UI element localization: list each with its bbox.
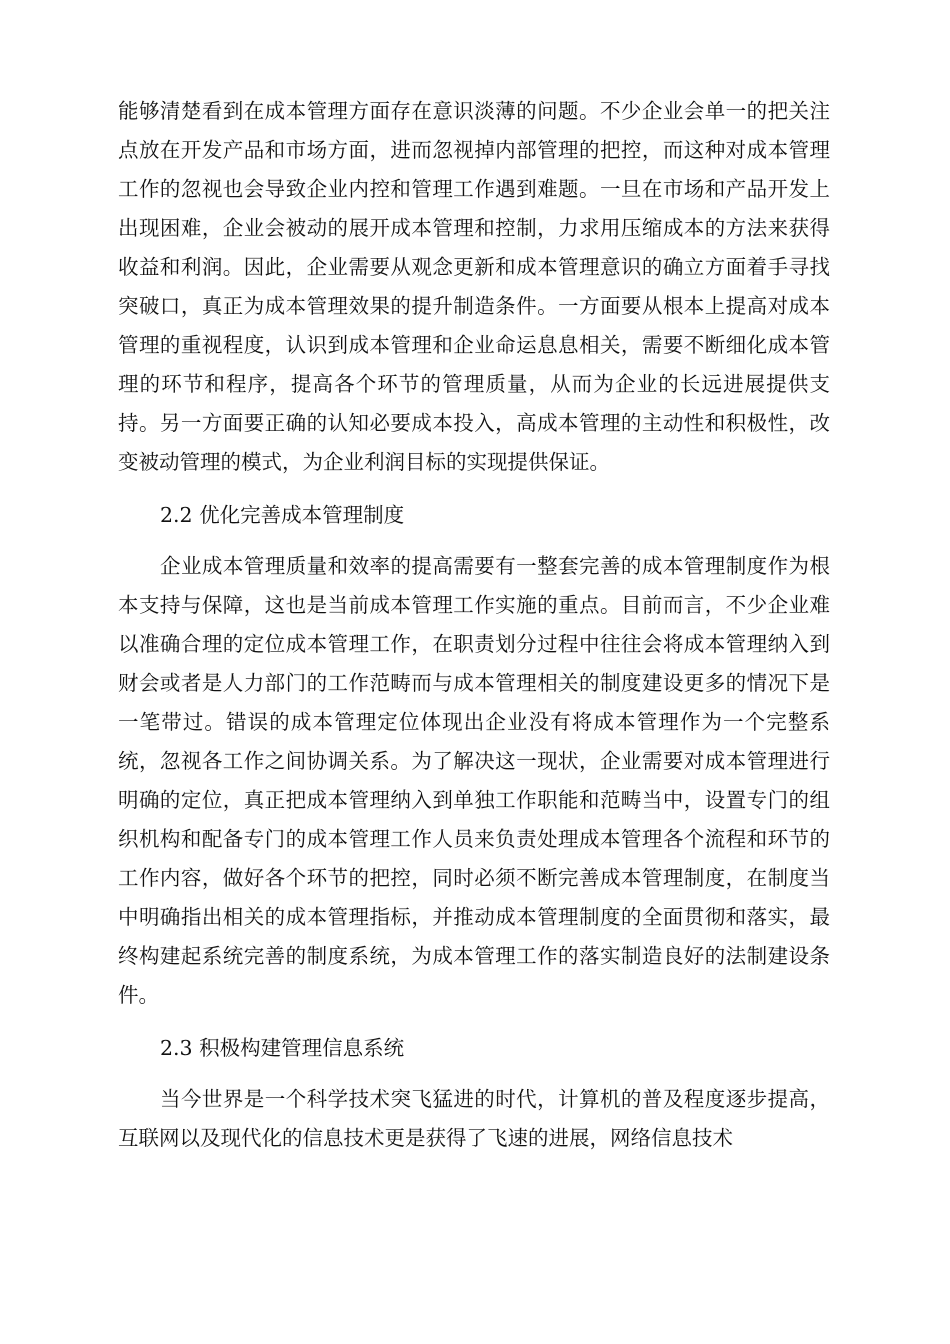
section-heading-2-3: 2.3 积极构建管理信息系统 (160, 1036, 405, 1060)
paragraph-information-system: 当今世界是一个科学技术突飞猛进的时代，计算机的普及程度逐步提高，互联网以及现代化的信息技术更是获得了飞速的进展，网络信息技术 (118, 1087, 830, 1150)
document-page (118, 92, 830, 1162)
paragraph-cost-system: 企业成本管理质量和效率的提高需要有一整套完善的成本管理制度作为根本支持与保障，这也是当前成本管理工作实施的重点。目前而言，不少企业难以准确合理的定位成本管理工作，在职责划分过程中往往会将成本管理纳入到财会或者是人力部门的工作范畴而与成本管理相关的制度建设更多的情况下是一笔带过。错误的成本管理定位体现出企业没有将成本管理作为一个完整系统，忽视各工作之间协调关系。为了解决这一现状，企业需要对成本管理进行明确的定位，真正把成本管理纳入到单独工作职能和范畴当中，设置专门的组织机构和配备专门的成本管理工作人员来负责处理成本管理各个流程和环节的工作内容，做好各个环节的把控，同时必须不断完善成本管理制度，在制度当中明确指出相关的成本管理指标，并推动成本管理制度的全面贯彻和落实，最终构建起系统完善的制度系统，为成本管理工作的落实制造良好的法制建设条件。 (118, 554, 830, 1007)
section-heading-2-2: 2.2 优化完善成本管理制度 (160, 503, 405, 527)
paragraph-cost-awareness: 能够清楚看到在成本管理方面存在意识淡薄的问题。不少企业会单一的把关注点放在开发产品和市场方面，进而忽视掉内部管理的把控，而这种对成本管理工作的忽视也会导致企业内控和管理工作遇到难题。一旦在市场和产品开发上出现困难，企业会被动的展开成本管理和控制，力求用压缩成本的方法来获得收益和利润。因此，企业需要从观念更新和成本管理意识的确立方面着手寻找突破口，真正为成本管理效果的提升制造条件。一方面要从根本上提高对成本管理的重视程度，认识到成本管理和企业命运息息相关，需要不断细化成本管理的环节和程序，提高各个环节的管理质量，从而为企业的长远进展提供支持。另一方面要正确的认知必要成本投入，高成本管理的主动性和积极性，改变被动管理的模式，为企业利润目标的实现提供保证。 (118, 99, 830, 474)
